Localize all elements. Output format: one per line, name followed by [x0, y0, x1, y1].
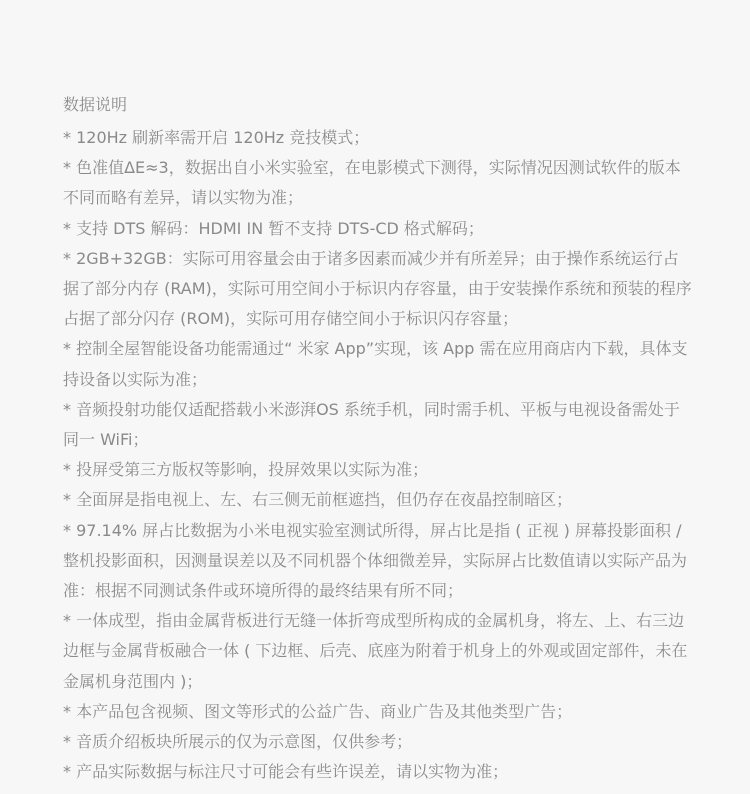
data-notes-section [63, 93, 693, 787]
notes-list [63, 123, 693, 787]
note-item: * 支持 DTS 解码：HDMI IN 暂不支持 DTS-CD 格式解码； [63, 218, 484, 238]
note-item: * 投屏受第三方版权等影响，投屏效果以实际为准； [63, 460, 429, 480]
note-item: * 一体成型，指由金属背板进行无缝一体折弯成型所构成的金属机身，将左、上、右三边边框与金属背板融合一体 ( 下边框、后壳、底座为附着于机身上的外观或固定部件，未在金属机身范围内 )； [63, 611, 688, 691]
note-item: * 97.14% 屏占比数据为小米电视实验室测试所得，屏占比是指 ( 正视 ) 屏幕投影面积 / 整机投影面积，因测量误差以及不同机器个体细微差异，实际屏占比数值请以实际产品为准：根据不同测试条件或环境所得的最终结果有所不同； [63, 520, 688, 601]
note-item: * 控制全屋智能设备功能需通过“ 米家 App”实现，该 App 需在应用商店内下载，具体支持设备以实际为准； [63, 339, 688, 389]
note-item: * 音频投射功能仅适配搭载小米澎湃OS 系统手机，同时需手机、平板与电视设备需处于同一 WiFi； [63, 399, 680, 450]
note-item: * 120Hz 刷新率需开启 120Hz 竞技模式； [63, 128, 370, 147]
note-item: * 本产品包含视频、图文等形式的公益广告、商业广告及其他类型广告； [63, 701, 573, 721]
section-title: 数据说明 [63, 95, 128, 114]
note-item: * 全面屏是指电视上、左、右三侧无前框遮挡，但仍存在夜晶控制暗区； [63, 490, 573, 510]
note-item: * 产品实际数据与标注尺寸可能会有些许误差，请以实物为准； [63, 762, 509, 782]
note-item: * 色准值ΔE≈3，数据出自小米实验室，在电影模式下测得，实际情况因测试软件的版本不同而略有差异，请以实物为准； [63, 158, 681, 208]
note-item: * 2GB+32GB：实际可用容量会由于诸多因素而减少并有所差异；由于操作系统运行占据了部分内存 (RAM)，实际可用空间小于标识内存容量，由于安装操作系统和预装的程序占据了部分闪存 (ROM)，实际可用存储空间小于标识闪存容量； [63, 248, 692, 329]
note-item: * 音质介绍板块所展示的仅为示意图，仅供参考； [63, 732, 413, 752]
